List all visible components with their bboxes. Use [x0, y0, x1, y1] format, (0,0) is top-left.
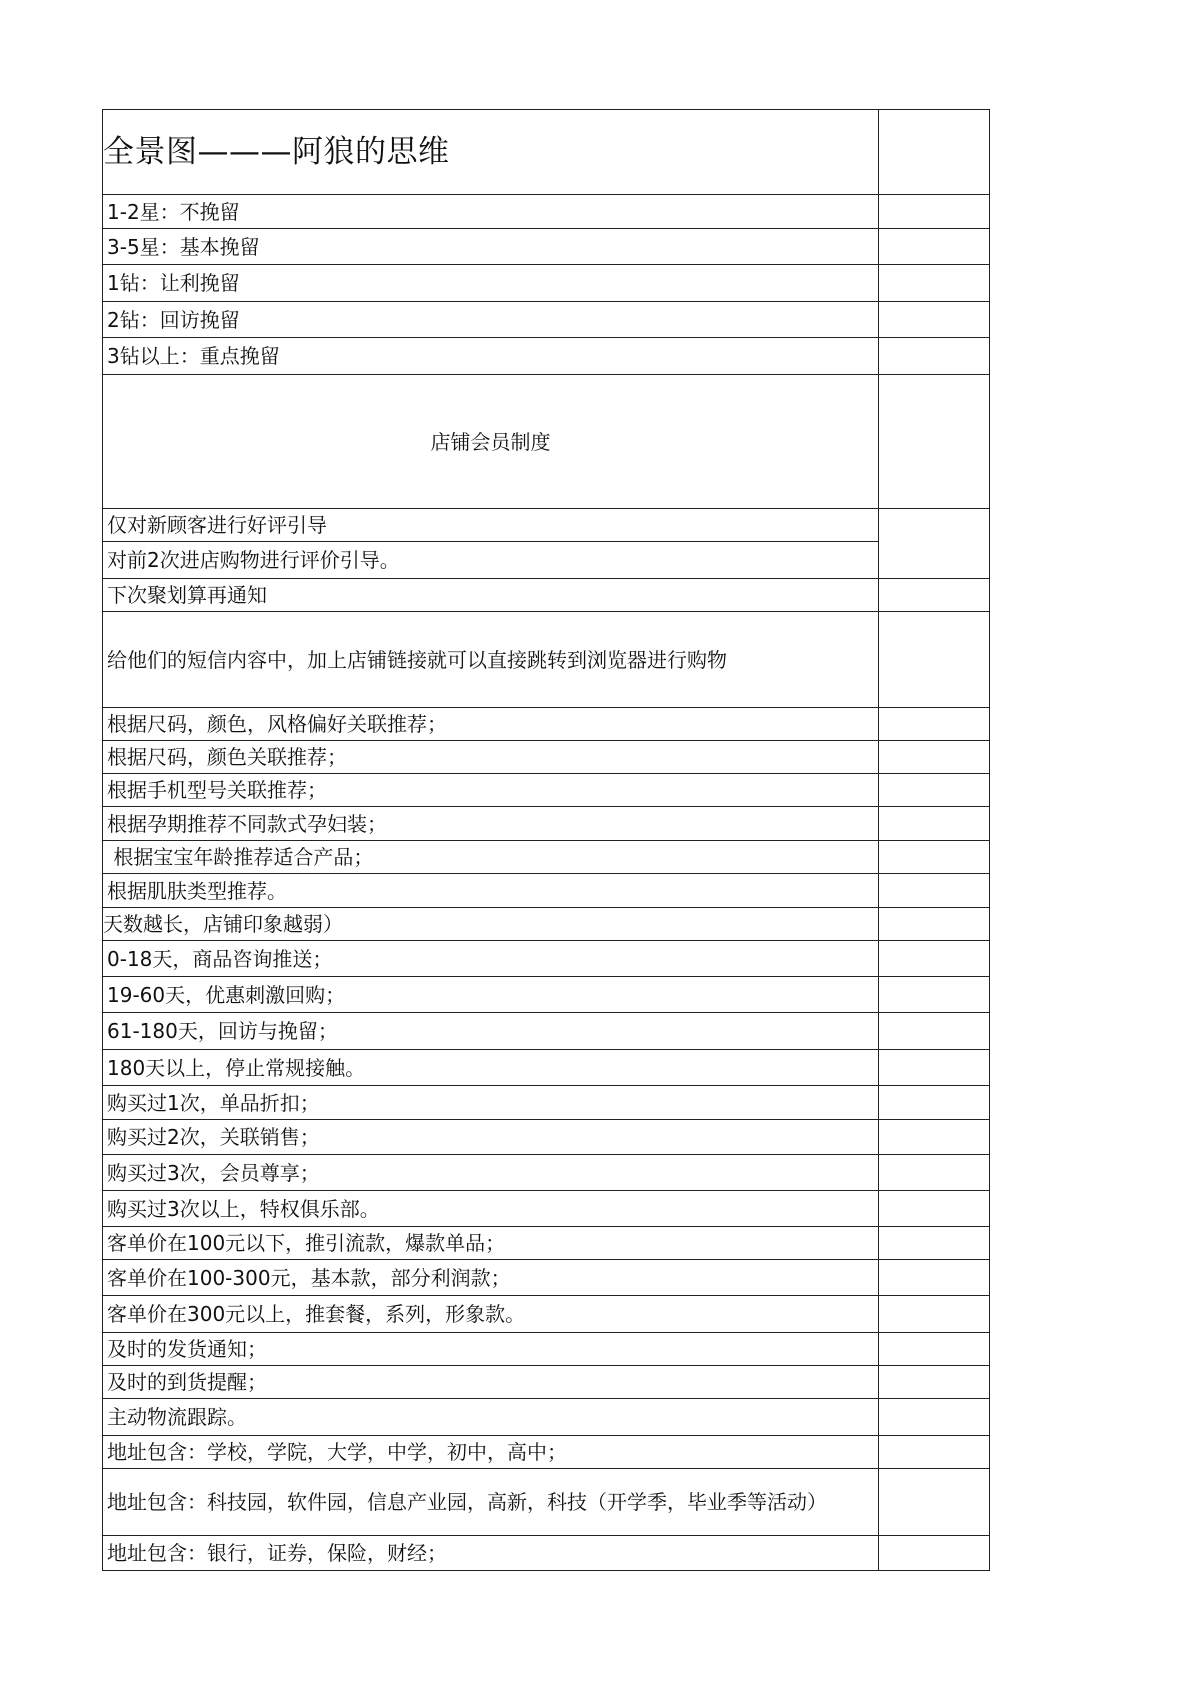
table-cell: 客单价在300元以上，推套餐，系列，形象款。	[103, 1296, 879, 1333]
table-cell: 根据孕期推荐不同款式孕妇装；	[103, 807, 879, 841]
table-cell: 下次聚划算再通知	[103, 579, 879, 612]
table-cell: 客单价在100元以下，推引流款，爆款单品；	[103, 1227, 879, 1260]
table-cell: 购买过1次，单品折扣；	[103, 1086, 879, 1120]
table-cell: 根据尺码，颜色关联推荐；	[103, 741, 879, 774]
table-cell: 3-5星：基本挽留	[103, 229, 879, 265]
empty-cell	[879, 302, 990, 338]
empty-cell	[879, 110, 990, 195]
table-cell: 根据手机型号关联推荐；	[103, 774, 879, 807]
empty-cell	[879, 1296, 990, 1333]
table-cell: 61-180天，回访与挽留；	[103, 1013, 879, 1050]
table-cell: 0-18天，商品咨询推送；	[103, 941, 879, 977]
table-cell: 3钻以上：重点挽留	[103, 338, 879, 375]
table-cell: 根据宝宝年龄推荐适合产品；	[103, 841, 879, 874]
table-cell: 主动物流跟踪。	[103, 1399, 879, 1436]
table-cell: 19-60天，优惠刺激回购；	[103, 977, 879, 1013]
table-cell: 1钻：让利挽留	[103, 265, 879, 302]
table-cell: 根据尺码，颜色，风格偏好关联推荐；	[103, 708, 879, 741]
empty-cell	[879, 338, 990, 375]
table-cell: 客单价在100-300元，基本款，部分利润款；	[103, 1260, 879, 1296]
empty-cell	[879, 1536, 990, 1571]
empty-cell	[879, 1260, 990, 1296]
empty-cell	[879, 708, 990, 741]
table-cell: 2钻：回访挽留	[103, 302, 879, 338]
table-cell: 及时的到货提醒；	[103, 1366, 879, 1399]
empty-cell	[879, 265, 990, 302]
table-cell: 仅对新顾客进行好评引导	[103, 509, 879, 542]
empty-cell	[879, 612, 990, 708]
empty-cell	[879, 774, 990, 807]
table-cell: 对前2次进店购物进行评价引导。	[103, 542, 879, 579]
merged-heading-cell: 店铺会员制度	[103, 375, 879, 509]
empty-cell	[879, 1366, 990, 1399]
empty-cell	[879, 1227, 990, 1260]
table-cell: 购买过3次以上，特权俱乐部。	[103, 1191, 879, 1227]
empty-cell	[879, 807, 990, 841]
empty-cell	[879, 977, 990, 1013]
empty-cell	[879, 1399, 990, 1436]
empty-cell	[879, 1469, 990, 1536]
table-cell: 地址包含：学校，学院，大学，中学，初中，高中；	[103, 1436, 879, 1469]
empty-cell	[879, 579, 990, 612]
table-cell: 给他们的短信内容中，加上店铺链接就可以直接跳转到浏览器进行购物	[103, 612, 879, 708]
empty-cell	[879, 941, 990, 977]
table-cell: 180天以上，停止常规接触。	[103, 1050, 879, 1086]
empty-cell	[879, 509, 990, 579]
table-cell: 1-2星：不挽留	[103, 195, 879, 229]
empty-cell	[879, 1155, 990, 1191]
empty-cell	[879, 195, 990, 229]
empty-cell	[879, 1120, 990, 1155]
empty-cell	[879, 375, 990, 509]
empty-cell	[879, 874, 990, 908]
table-cell: 购买过2次，关联销售；	[103, 1120, 879, 1155]
spreadsheet	[102, 109, 984, 1571]
empty-cell	[879, 1050, 990, 1086]
empty-cell	[879, 1191, 990, 1227]
empty-cell	[879, 1333, 990, 1366]
empty-cell	[879, 908, 990, 941]
empty-cell	[879, 741, 990, 774]
table-cell: 天数越长，店铺印象越弱）	[103, 908, 879, 941]
empty-cell	[879, 841, 990, 874]
empty-cell	[879, 1436, 990, 1469]
empty-cell	[879, 1086, 990, 1120]
table-cell: 购买过3次，会员尊享；	[103, 1155, 879, 1191]
empty-cell	[879, 229, 990, 265]
empty-cell	[879, 1013, 990, 1050]
table-cell: 根据肌肤类型推荐。	[103, 874, 879, 908]
content-table	[102, 109, 990, 1571]
table-cell: 及时的发货通知；	[103, 1333, 879, 1366]
table-cell: 地址包含：科技园，软件园，信息产业园，高新，科技（开学季，毕业季等活动）	[103, 1469, 879, 1536]
table-cell: 地址包含：银行，证券，保险，财经；	[103, 1536, 879, 1571]
sheet-title: 全景图———阿狼的思维	[103, 110, 879, 195]
